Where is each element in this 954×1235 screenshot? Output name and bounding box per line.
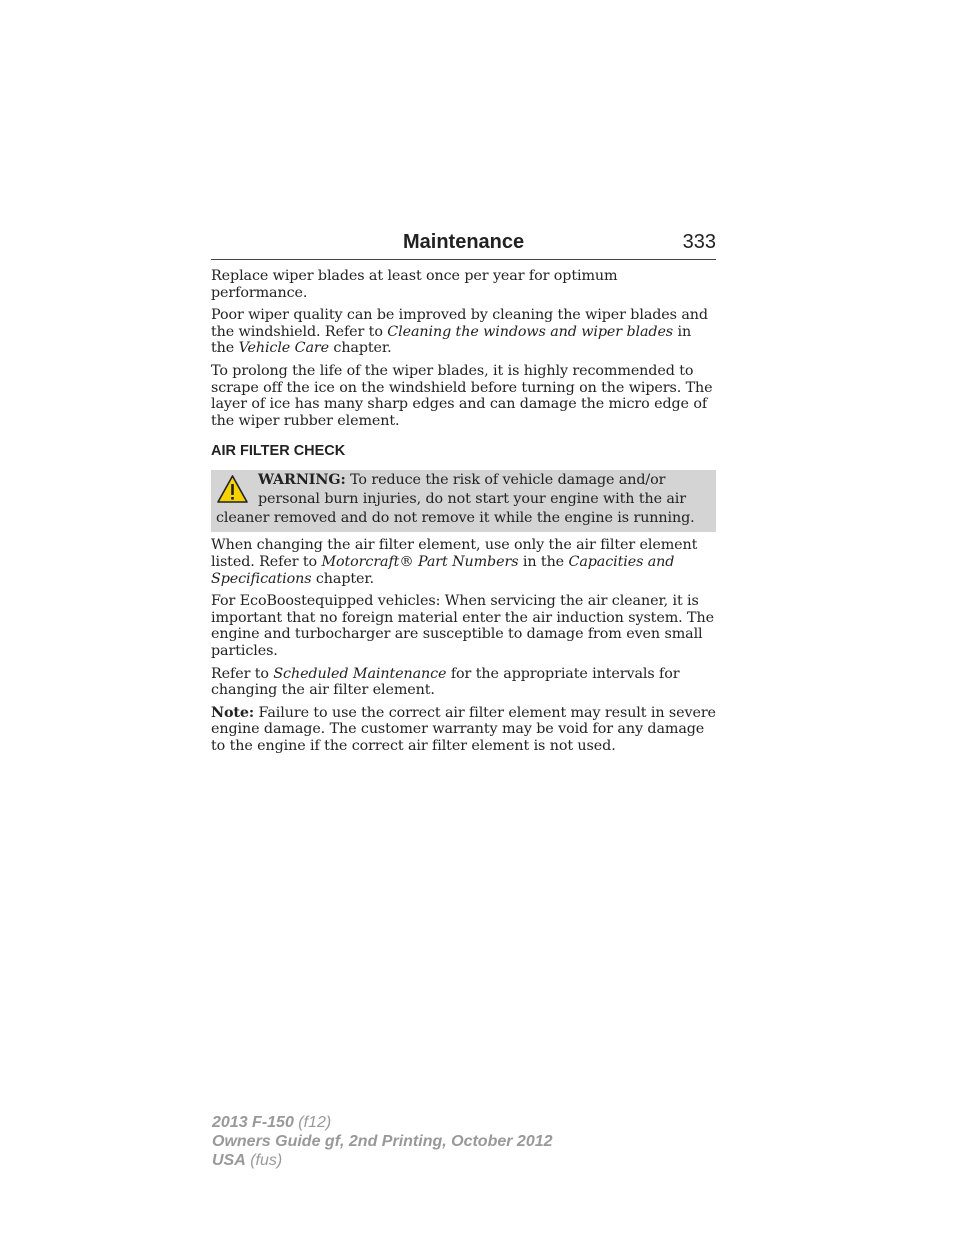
reference-cleaning: Cleaning the windows and wiper blades bbox=[387, 323, 674, 340]
text-span: Refer to bbox=[211, 665, 274, 682]
text-span: To reduce the risk of vehicle damage and/or personal burn injuries, do not start your engine with the air cleaner removed and do not remove it while the engine is running. bbox=[216, 472, 695, 527]
text-span: for the appropriate intervals for changing the air filter element. bbox=[211, 665, 680, 699]
footer-line-model bbox=[212, 1113, 553, 1132]
text-span: When changing the air filter element, use only the air filter element listed. Refer to bbox=[211, 537, 698, 570]
footer-line-market bbox=[212, 1151, 553, 1170]
warning-box bbox=[211, 470, 716, 532]
warning-text bbox=[216, 470, 712, 528]
note-label: Note: bbox=[211, 704, 255, 721]
heading-air-filter-check: AIR FILTER CHECK bbox=[211, 443, 346, 460]
reference-motorcraft: Motorcraft® Part Numbers bbox=[321, 553, 519, 570]
paragraph-ecoboost: For EcoBoostequipped vehicles: When servicing the air cleaner, it is important that no foreign material enter the air induction system. The engine and turbocharger are susceptible to damage from even small particles. bbox=[211, 593, 714, 659]
paragraph-wiper-replace: Replace wiper blades at least once per year for optimum performance. bbox=[211, 268, 618, 301]
footer-line-edition bbox=[212, 1132, 553, 1151]
page-content bbox=[211, 268, 716, 760]
page-footer bbox=[212, 1113, 553, 1170]
paragraph-air-filter-element bbox=[211, 537, 716, 587]
text-span: chapter. bbox=[328, 340, 392, 357]
text-span: chapter. bbox=[311, 570, 375, 587]
reference-scheduled-maintenance: Scheduled Maintenance bbox=[273, 665, 447, 682]
text-span: in the bbox=[518, 553, 569, 570]
footer-model: 2013 F-150 bbox=[212, 1114, 294, 1131]
reference-capacities: Capacities and Specifications bbox=[211, 553, 675, 587]
paragraph-scheduled-maintenance bbox=[211, 666, 716, 699]
footer-market-code: (fus) bbox=[245, 1152, 283, 1169]
footer-edition: Owners Guide gf, 2nd Printing, October 2012 bbox=[212, 1133, 553, 1150]
page-header bbox=[211, 229, 716, 260]
text-span: Failure to use the correct air filter element may result in severe engine damage. The customer warranty may be void for any damage to the engine if the correct air filter element is not used. bbox=[211, 704, 716, 754]
text-span: in the bbox=[211, 323, 692, 357]
text-span: Poor wiper quality can be improved by cleaning the wiper blades and the windshield. Refer to bbox=[211, 307, 708, 340]
paragraph-wiper-ice: To prolong the life of the wiper blades, it is highly recommended to scrape off the ice on the windshield before turning on the wipers. The layer of ice has many sharp edges and can damage the micro edge of the wiper rubber element. bbox=[211, 362, 713, 429]
reference-vehicle-care: Vehicle Care bbox=[238, 340, 329, 357]
footer-model-code: (f12) bbox=[293, 1114, 332, 1131]
section-title: Maintenance bbox=[403, 231, 525, 253]
footer-market: USA bbox=[212, 1152, 246, 1169]
warning-label: WARNING: bbox=[258, 472, 346, 489]
paragraph-note bbox=[211, 705, 716, 755]
paragraph-wiper-quality bbox=[211, 307, 716, 357]
page-number: 333 bbox=[682, 231, 716, 253]
warning-triangle-icon bbox=[216, 473, 249, 506]
